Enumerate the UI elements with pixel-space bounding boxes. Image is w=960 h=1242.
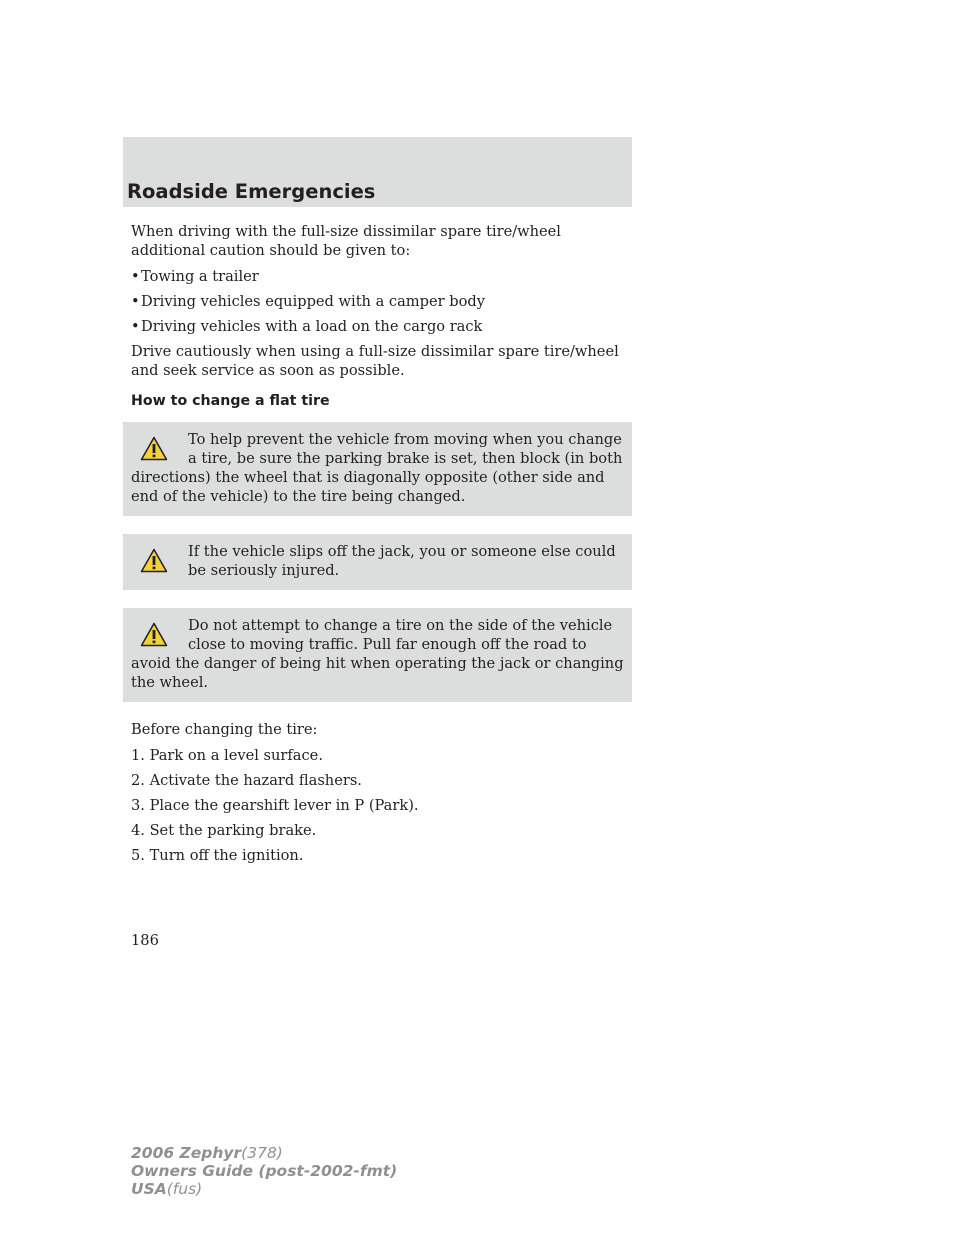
step-item: 5. Turn off the ignition. (131, 847, 304, 864)
section-title: Roadside Emergencies (127, 180, 376, 203)
warning-triangle-icon (131, 430, 175, 466)
footer-line: USA(fus) (131, 1180, 203, 1198)
warning-triangle-icon (131, 542, 175, 578)
page-number: 186 (131, 932, 159, 949)
subheading: How to change a flat tire (131, 393, 330, 409)
footer-line: 2006 Zephyr(378) (131, 1144, 283, 1162)
warning-box (123, 534, 632, 590)
warning-box (123, 608, 632, 702)
intro-paragraph: When driving with the full-size dissimilar spare tire/wheel additional caution should be given to: (131, 223, 561, 259)
section-header (123, 137, 632, 207)
footer-line: Owners Guide (post-2002-fmt) (131, 1162, 398, 1180)
caution-paragraph: Drive cautiously when using a full-size dissimilar spare tire/wheel and seek service as soon as possible. (131, 343, 619, 379)
step-item: 2. Activate the hazard flashers. (131, 772, 362, 789)
warning-triangle-icon (131, 616, 175, 652)
warning-text: To help prevent the vehicle from moving when you change a tire, be sure the parking brake is set, then block (in both directions) the wheel that is diagonally opposite (other side and end of the vehicle) to the tire being changed. (131, 431, 623, 505)
page-content (131, 222, 631, 871)
document-footer (131, 1144, 397, 1198)
warning-text: Do not attempt to change a tire on the side of the vehicle close to moving traffic. Pull far enough off the road to avoid the danger of being hit when operating the jack or changing the wheel. (131, 617, 624, 691)
warning-text: If the vehicle slips off the jack, you or someone else could be seriously injured. (188, 543, 616, 579)
step-item: 3. Place the gearshift lever in P (Park). (131, 797, 419, 814)
before-paragraph: Before changing the tire: (131, 721, 318, 738)
warning-box (123, 422, 632, 516)
bullet-item: • Towing a trailer (131, 268, 259, 285)
bullet-item: • Driving vehicles with a load on the cargo rack (131, 318, 483, 335)
step-item: 4. Set the parking brake. (131, 822, 317, 839)
step-item: 1. Park on a level surface. (131, 747, 323, 764)
bullet-item: • Driving vehicles equipped with a camper body (131, 293, 485, 310)
